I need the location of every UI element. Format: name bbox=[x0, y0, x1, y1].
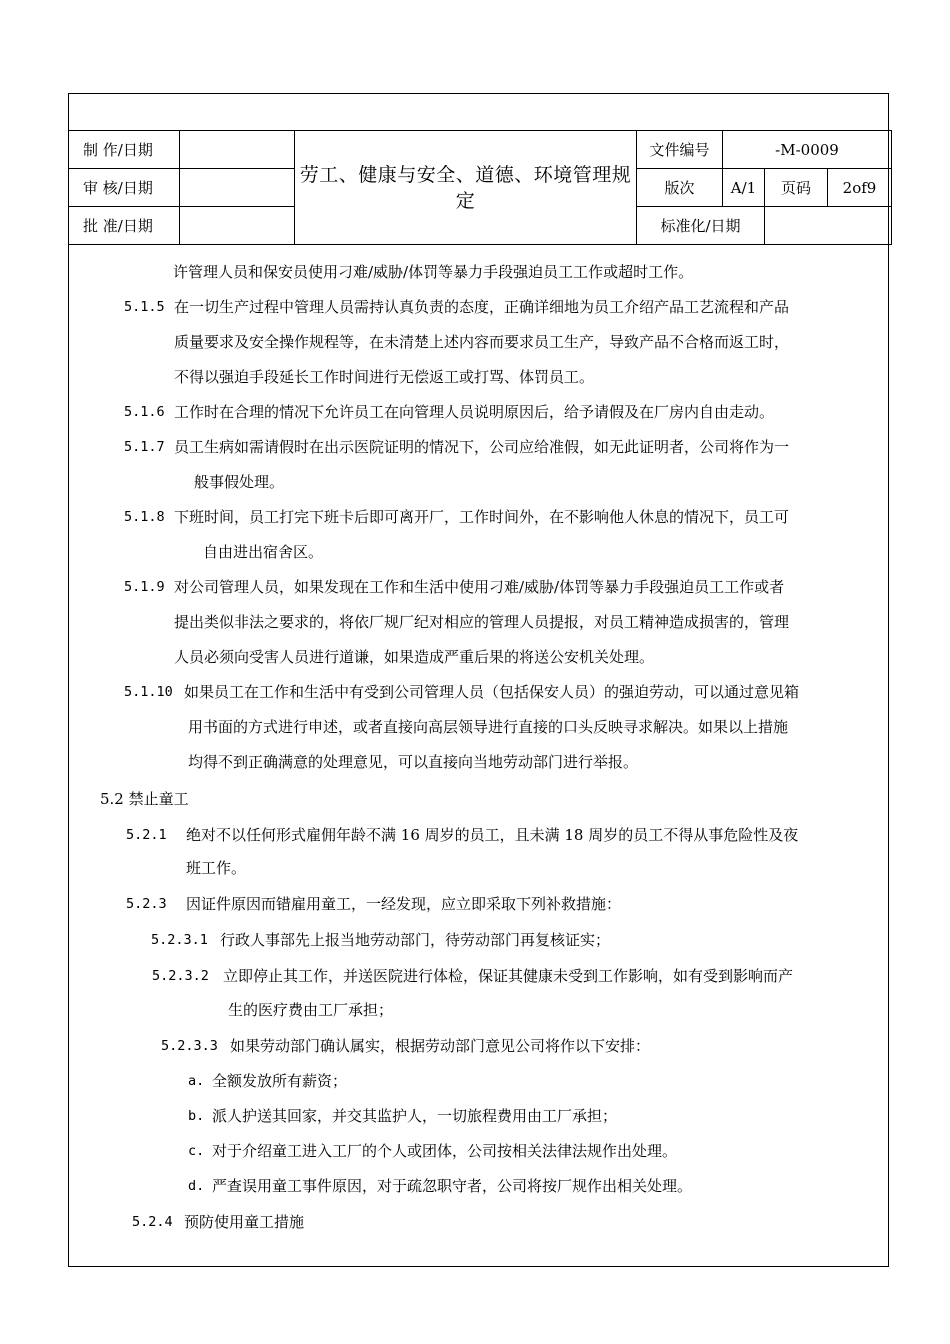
paragraph-line: 在一切生产过程中管理人员需持认真负责的态度，正确详细地为员工介绍产品工艺流程和产品 bbox=[174, 298, 790, 316]
paragraph-line: 对公司管理人员，如果发现在工作和生活中使用刁难/威胁/体罚等暴力手段强迫员工工作或者 bbox=[174, 578, 785, 596]
section-number: 5.1.6 bbox=[124, 404, 165, 420]
reviewed-date-label: 审 核/日期 bbox=[69, 169, 180, 207]
paragraph-line: 用书面的方式进行申述，或者直接向高层领导进行直接的口头反映寻求解决。如果以上措施 bbox=[188, 718, 789, 736]
section-number: 5.2.3 bbox=[126, 896, 167, 912]
paragraph-line: 班工作。 bbox=[186, 859, 247, 877]
section-number: 5.2.3.2 bbox=[152, 968, 209, 984]
version-value: A/1 bbox=[723, 169, 765, 207]
paragraph-line: 工作时在合理的情况下允许员工在向管理人员说明原因后，给予请假及在厂房内自由走动。 bbox=[174, 403, 775, 421]
paragraph-line: 员工生病如需请假时在出示医院证明的情况下，公司应给准假，如无此证明者，公司将作为一 bbox=[174, 438, 790, 456]
paragraph-line: 立即停止其工作，并送医院进行体检，保证其健康未受到工作影响，如有受到影响而产 bbox=[223, 967, 794, 985]
page-label: 页码 bbox=[765, 169, 828, 207]
prepared-date-label: 制 作/日期 bbox=[69, 131, 180, 169]
document-header-table bbox=[68, 130, 892, 245]
list-item: 对于介绍童工进入工厂的个人或团体，公司按相关法律法规作出处理。 bbox=[212, 1142, 678, 1160]
section-number: 5.1.7 bbox=[124, 439, 165, 455]
paragraph-line: 预防使用童工措施 bbox=[184, 1213, 305, 1231]
paragraph-line: 生的医疗费由工厂承担； bbox=[228, 1001, 394, 1019]
paragraph-line: 如果劳动部门确认属实，根据劳动部门意见公司将作以下安排： bbox=[230, 1037, 651, 1055]
doc-number-label: 文件编号 bbox=[637, 131, 723, 169]
standardization-date-value bbox=[765, 207, 892, 245]
page-value: 2of9 bbox=[828, 169, 892, 207]
section-number: 5.1.5 bbox=[124, 299, 165, 315]
doc-number-value: -M-0009 bbox=[723, 131, 892, 169]
paragraph-line: 般事假处理。 bbox=[194, 473, 285, 491]
list-marker: b. bbox=[188, 1108, 205, 1124]
standardization-date-label: 标准化/日期 bbox=[637, 207, 765, 245]
paragraph-line: 质量要求及安全操作规程等，在未清楚上述内容而要求员工生产，导致产品不合格而返工时， bbox=[174, 333, 790, 351]
approved-date-value bbox=[180, 207, 295, 245]
paragraph-line: 均得不到正确满意的处理意见，可以直接向当地劳动部门进行举报。 bbox=[188, 753, 639, 771]
section-number: 5.1.10 bbox=[124, 684, 173, 700]
section-number: 5.2.3.1 bbox=[151, 932, 208, 948]
paragraph-line: 自由进出宿舍区。 bbox=[203, 543, 324, 561]
section-number: 5.1.9 bbox=[124, 579, 165, 595]
paragraph-line: 人员必须向受害人员进行道谦，如果造成严重后果的将送公安机关处理。 bbox=[174, 648, 655, 666]
version-label: 版次 bbox=[637, 169, 723, 207]
paragraph-line: 提出类似非法之要求的，将依厂规厂纪对相应的管理人员提报，对员工精神造成损害的，管理 bbox=[174, 613, 790, 631]
list-marker: d. bbox=[188, 1178, 205, 1194]
paragraph-line: 许管理人员和保安员使用刁难/威胁/体罚等暴力手段强迫员工工作或超时工作。 bbox=[173, 263, 694, 281]
section-number: 5.2.4 bbox=[132, 1214, 173, 1230]
section-heading: 5.2 禁止童工 bbox=[100, 790, 189, 808]
section-number: 5.2.1 bbox=[126, 827, 167, 843]
paragraph-line: 因证件原因而错雇用童工，一经发现，应立即采取下列补救措施： bbox=[186, 895, 622, 913]
paragraph-line: 如果员工在工作和生活中有受到公司管理人员（包括保安人员）的强迫劳动，可以通过意见箱 bbox=[184, 683, 800, 701]
list-item: 严查误用童工事件原因，对于疏忽职守者，公司将按厂规作出相关处理。 bbox=[212, 1177, 693, 1195]
paragraph-line: 绝对不以任何形式雇佣年龄不满 16 周岁的员工，且未满 18 周岁的员工不得从事危险性及夜 bbox=[186, 826, 799, 844]
list-item: 派人护送其回家，并交其监护人，一切旅程费用由工厂承担； bbox=[212, 1107, 618, 1125]
reviewed-date-value bbox=[180, 169, 295, 207]
prepared-date-value bbox=[180, 131, 295, 169]
document-title: 劳工、健康与安全、道德、环境管理规定 bbox=[295, 131, 637, 245]
section-number: 5.2.3.3 bbox=[161, 1038, 218, 1054]
paragraph-line: 不得以强迫手段延长工作时间进行无偿返工或打骂、体罚员工。 bbox=[174, 368, 595, 386]
list-marker: a. bbox=[188, 1073, 205, 1089]
list-marker: c. bbox=[188, 1143, 205, 1159]
approved-date-label: 批 准/日期 bbox=[69, 207, 180, 245]
paragraph-line: 下班时间，员工打完下班卡后即可离开厂，工作时间外，在不影响他人休息的情况下，员工可 bbox=[174, 508, 790, 526]
list-item: 全额发放所有薪资； bbox=[212, 1072, 348, 1090]
paragraph-line: 行政人事部先上报当地劳动部门，待劳动部门再复核证实； bbox=[220, 931, 611, 949]
section-number: 5.1.8 bbox=[124, 509, 165, 525]
